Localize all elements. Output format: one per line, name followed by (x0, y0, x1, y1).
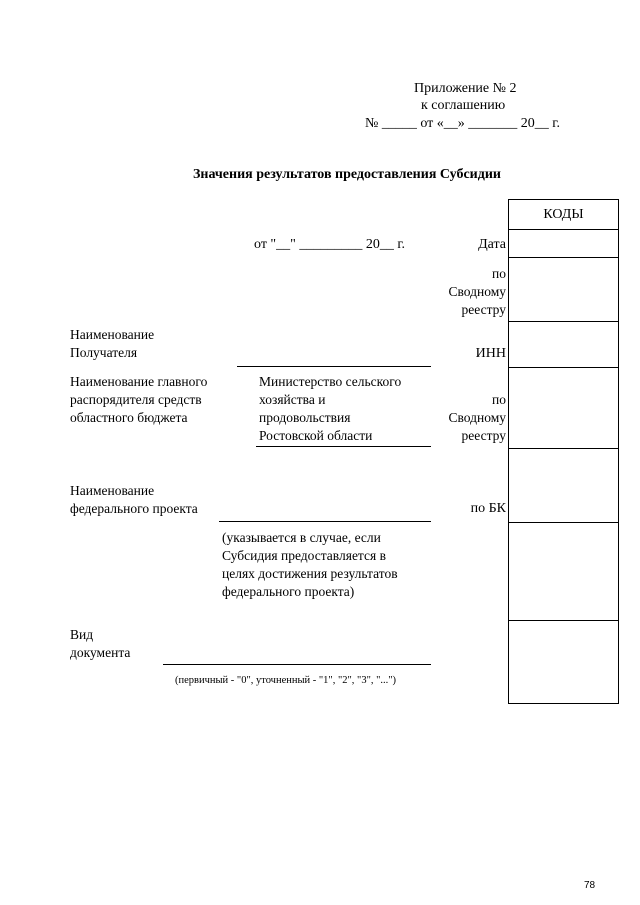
manager-label-line3: областного бюджета (70, 410, 188, 425)
codes-svod1-line3: реестру (461, 302, 506, 317)
page-title: Значения результатов предоставления Субсидии (193, 167, 501, 182)
project-label-line1: Наименование (70, 483, 155, 498)
manager-label-line2: распорядителя средств (70, 392, 202, 407)
agreement-label: к соглашению (421, 98, 506, 113)
codes-svod1-line1: по (492, 266, 506, 281)
codes-svod2-line3: реестру (461, 428, 506, 443)
codes-row-divider (508, 620, 619, 621)
recipient-label (70, 326, 154, 362)
doc-type-label-line1: Вид (70, 627, 94, 642)
codes-row-divider (508, 522, 619, 523)
manager-value-line2: хозяйства и (259, 392, 326, 407)
codes-row-divider (508, 367, 619, 368)
codes-row-divider (508, 229, 619, 230)
codes-row-divider (508, 448, 619, 449)
codes-svod1-line2: Сводному (448, 284, 506, 299)
project-label-line2: федерального проекта (70, 501, 198, 516)
manager-value-line (256, 446, 431, 447)
doc-type-label (70, 626, 130, 662)
codes-svod1-label (448, 265, 506, 319)
codes-header: КОДЫ (543, 207, 584, 222)
project-note (222, 529, 398, 601)
project-note-line1: (указывается в случае, если (222, 530, 381, 545)
codes-bk-label: по БК (470, 501, 506, 516)
codes-svod2-line1: по (492, 392, 506, 407)
project-note-line2: Субсидия предоставляется в (222, 548, 386, 563)
codes-row-divider (508, 257, 619, 258)
codes-inn-label: ИНН (475, 346, 506, 361)
doc-type-label-line2: документа (70, 645, 131, 660)
manager-value-line1: Министерство сельского (259, 374, 402, 389)
recipient-label-line2: Получателя (70, 345, 138, 360)
manager-label (70, 373, 207, 427)
page-number: 78 (584, 880, 596, 891)
codes-table (508, 199, 619, 704)
codes-row-divider (508, 321, 619, 322)
agreement-number-line: № _____ от «__» _______ 20__ г. (365, 116, 560, 131)
codes-date-label: Дата (478, 237, 506, 252)
codes-svod2-line2: Сводному (448, 410, 506, 425)
project-label (70, 482, 198, 518)
doc-type-value-line (163, 664, 431, 665)
manager-value-line3: продовольствия (259, 410, 351, 425)
date-line: от "__" _________ 20__ г. (254, 237, 406, 252)
manager-value-line4: Ростовской области (259, 428, 373, 443)
project-note-line3: целях достижения результатов (222, 566, 398, 581)
recipient-label-line1: Наименование (70, 327, 155, 342)
manager-value (259, 373, 401, 445)
codes-svod2-label (448, 391, 506, 445)
appendix-label: Приложение № 2 (414, 81, 517, 96)
manager-label-line1: Наименование главного (70, 374, 208, 389)
project-value-line (219, 521, 431, 522)
project-note-line4: федерального проекта) (222, 584, 355, 599)
doc-type-note: (первичный - "0", уточненный - "1", "2", "3", "...") (175, 675, 397, 686)
recipient-value-line (237, 366, 431, 367)
